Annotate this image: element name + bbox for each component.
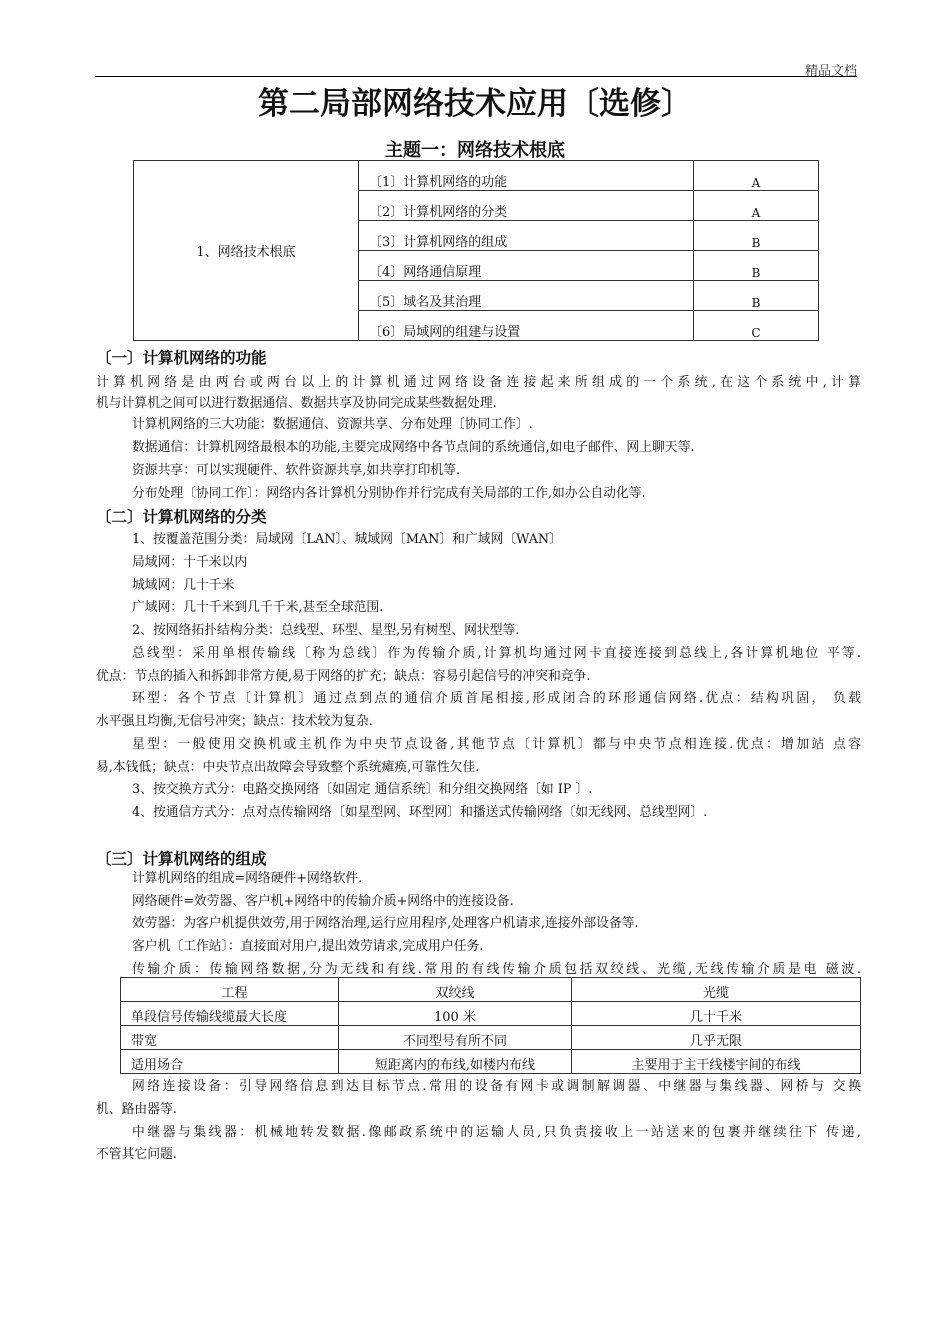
topic-level-cell: A xyxy=(694,191,819,221)
paragraph-line: 4、按通信方式分：点对点传输网络〔如星型网、环型网〕和播送式传输网络〔如无线网、总线型网〕. xyxy=(132,805,708,820)
paragraph-line: 计算机网络是由两台或两台以上的计算机通过网络设备连接起来所组成的一个系统,在这个系统中,计算 xyxy=(96,375,861,390)
page-title: 第二局部网络技术应用〔选修〕 xyxy=(258,86,692,122)
paragraph-line: 机与计算机之间可以进行数据通信、数据共享及协同完成某些数据处理. xyxy=(96,396,497,411)
column-header: 双绞线 xyxy=(339,978,572,1002)
paragraph-line: 1、按覆盖范围分类：局域网〔LAN〕、城域网〔MAN〕和广域网〔WAN〕 xyxy=(132,532,562,547)
paragraph-line: 星型：一般使用交换机或主机作为中央节点设备,其他节点〔计算机〕都与中央节点相连接.优点：增加站 点容 xyxy=(132,737,861,752)
paragraph-line: 分布处理〔协同工作〕：网络内各计算机分别协作并行完成有关局部的工作,如办公自动化等. xyxy=(132,486,646,501)
section-heading-classification: 〔二〕计算机网络的分类 xyxy=(96,508,267,526)
paragraph-line: 不管其它问题. xyxy=(96,1147,177,1162)
column-header: 光缆 xyxy=(572,978,861,1002)
topic-item-cell: 〔3〕计算机网络的组成 xyxy=(359,221,694,251)
paragraph-line: 计算机网络的三大功能：数据通信、资源共享、分布处理〔协同工作〕. xyxy=(132,417,533,432)
paragraph-line: 局域网：十千米以内 xyxy=(132,555,248,570)
paragraph-line: 环型：各个节点〔计算机〕通过点到点的通信介质首尾相接,形成闭合的环形通信网络.优点：结构巩固， 负载 xyxy=(132,691,861,706)
paragraph-line: 数据通信：计算机网络最根本的功能,主要完成网络中各节点间的系统通信,如电子邮件、网上聊天等. xyxy=(132,440,695,455)
paragraph-line: 3、按交换方式分：电路交换网络〔如固定 通信系统〕和分组交换网络〔如 IP 〕. xyxy=(132,782,593,797)
table-cell: 带宽 xyxy=(121,1026,339,1050)
paragraph-line: 中继器与集线器：机械地转发数据.像邮政系统中的运输人员,只负责接收上一站送来的包裹并继续往下 传递, xyxy=(132,1125,861,1140)
document-header-tag: 精品文档 xyxy=(804,64,857,79)
transmission-media-table xyxy=(120,977,861,1074)
table-cell: 几十千米 xyxy=(572,1002,861,1026)
table-cell: 不同型号有所不同 xyxy=(339,1026,572,1050)
paragraph-line: 优点：节点的插入和拆卸非常方便,易于网络的扩充；缺点：容易引起信号的冲突和竞争. xyxy=(96,669,591,684)
topic-level-cell: B xyxy=(694,221,819,251)
table-header-row xyxy=(121,978,861,1002)
topic-table xyxy=(133,160,819,341)
paragraph-line: 城域网：几十千米 xyxy=(132,578,235,593)
paragraph-line: 易,本钱低；缺点：中央节点出故障会导致整个系统瘫痪,可靠性欠佳. xyxy=(96,760,480,775)
paragraph-line: 传输介质：传输网络数据,分为无线和有线.常用的有线传输介质包括双绞线、光缆,无线传输介质是电 磁波. xyxy=(132,962,861,977)
table-row xyxy=(121,1002,861,1026)
table-row xyxy=(121,1026,861,1050)
paragraph-line: 客户机〔工作站〕：直接面对用户,提出效劳请求,完成用户任务. xyxy=(132,939,484,954)
topic-main-cell: 1、网络技术根底 xyxy=(134,161,359,341)
header-rule xyxy=(95,76,857,77)
table-cell: 主要用于主干线楼宇间的布线 xyxy=(572,1050,861,1074)
paragraph-line: 总线型：采用单根传输线〔称为总线〕作为传输介质,计算机均通过网卡直接连接到总线上,各计算机地位 平等. xyxy=(132,646,861,661)
paragraph-line: 效劳器：为客户机提供效劳,用于网络治理,运行应用程序,处理客户机请求,连接外部设备等. xyxy=(132,916,639,931)
topic-item-cell: 〔4〕网络通信原理 xyxy=(359,251,694,281)
paragraph-line: 广域网：几十千米到几千千米,甚至全球范围. xyxy=(132,600,384,615)
paragraph-line: 网络硬件=效劳器、客户机+网络中的传输介质+网络中的连接设备. xyxy=(132,894,514,909)
table-row xyxy=(121,1050,861,1074)
topic-level-cell: B xyxy=(694,281,819,311)
topic-level-cell: A xyxy=(694,161,819,191)
paragraph-line: 2、按网络拓扑结构分类：总线型、环型、星型,另有树型、网状型等. xyxy=(132,623,520,638)
section-heading-functions: 〔一〕计算机网络的功能 xyxy=(96,349,267,367)
paragraph-line: 机、路由器等. xyxy=(96,1102,177,1117)
paragraph-line: 资源共享：可以实现硬件、软件资源共享,如共享打印机等. xyxy=(132,463,461,478)
paragraph-line: 网络连接设备：引导网络信息到达目标节点.常用的设备有网卡或调制解调器、中继器与集线器、网桥与 交换 xyxy=(132,1079,861,1094)
paragraph-line: 水平强且均衡,无信号冲突；缺点：技术较为复杂. xyxy=(96,714,373,729)
paragraph-line: 计算机网络的组成=网络硬件+网络软件. xyxy=(132,871,363,886)
table-row xyxy=(134,161,819,191)
table-cell: 单段信号传输线缆最大长度 xyxy=(121,1002,339,1026)
section-heading-composition: 〔三〕计算机网络的组成 xyxy=(96,850,267,868)
topic-level-cell: B xyxy=(694,251,819,281)
topic-item-cell: 〔6〕局域网的组建与设置 xyxy=(359,311,694,341)
topic-subtitle: 主题一：网络技术根底 xyxy=(385,140,565,161)
topic-level-cell: C xyxy=(694,311,819,341)
table-cell: 适用场合 xyxy=(121,1050,339,1074)
table-cell: 几乎无限 xyxy=(572,1026,861,1050)
topic-item-cell: 〔2〕计算机网络的分类 xyxy=(359,191,694,221)
table-cell: 短距离内的布线,如楼内布线 xyxy=(339,1050,572,1074)
table-cell: 100 米 xyxy=(339,1002,572,1026)
column-header: 工程 xyxy=(121,978,339,1002)
topic-item-cell: 〔1〕计算机网络的功能 xyxy=(359,161,694,191)
topic-item-cell: 〔5〕域名及其治理 xyxy=(359,281,694,311)
